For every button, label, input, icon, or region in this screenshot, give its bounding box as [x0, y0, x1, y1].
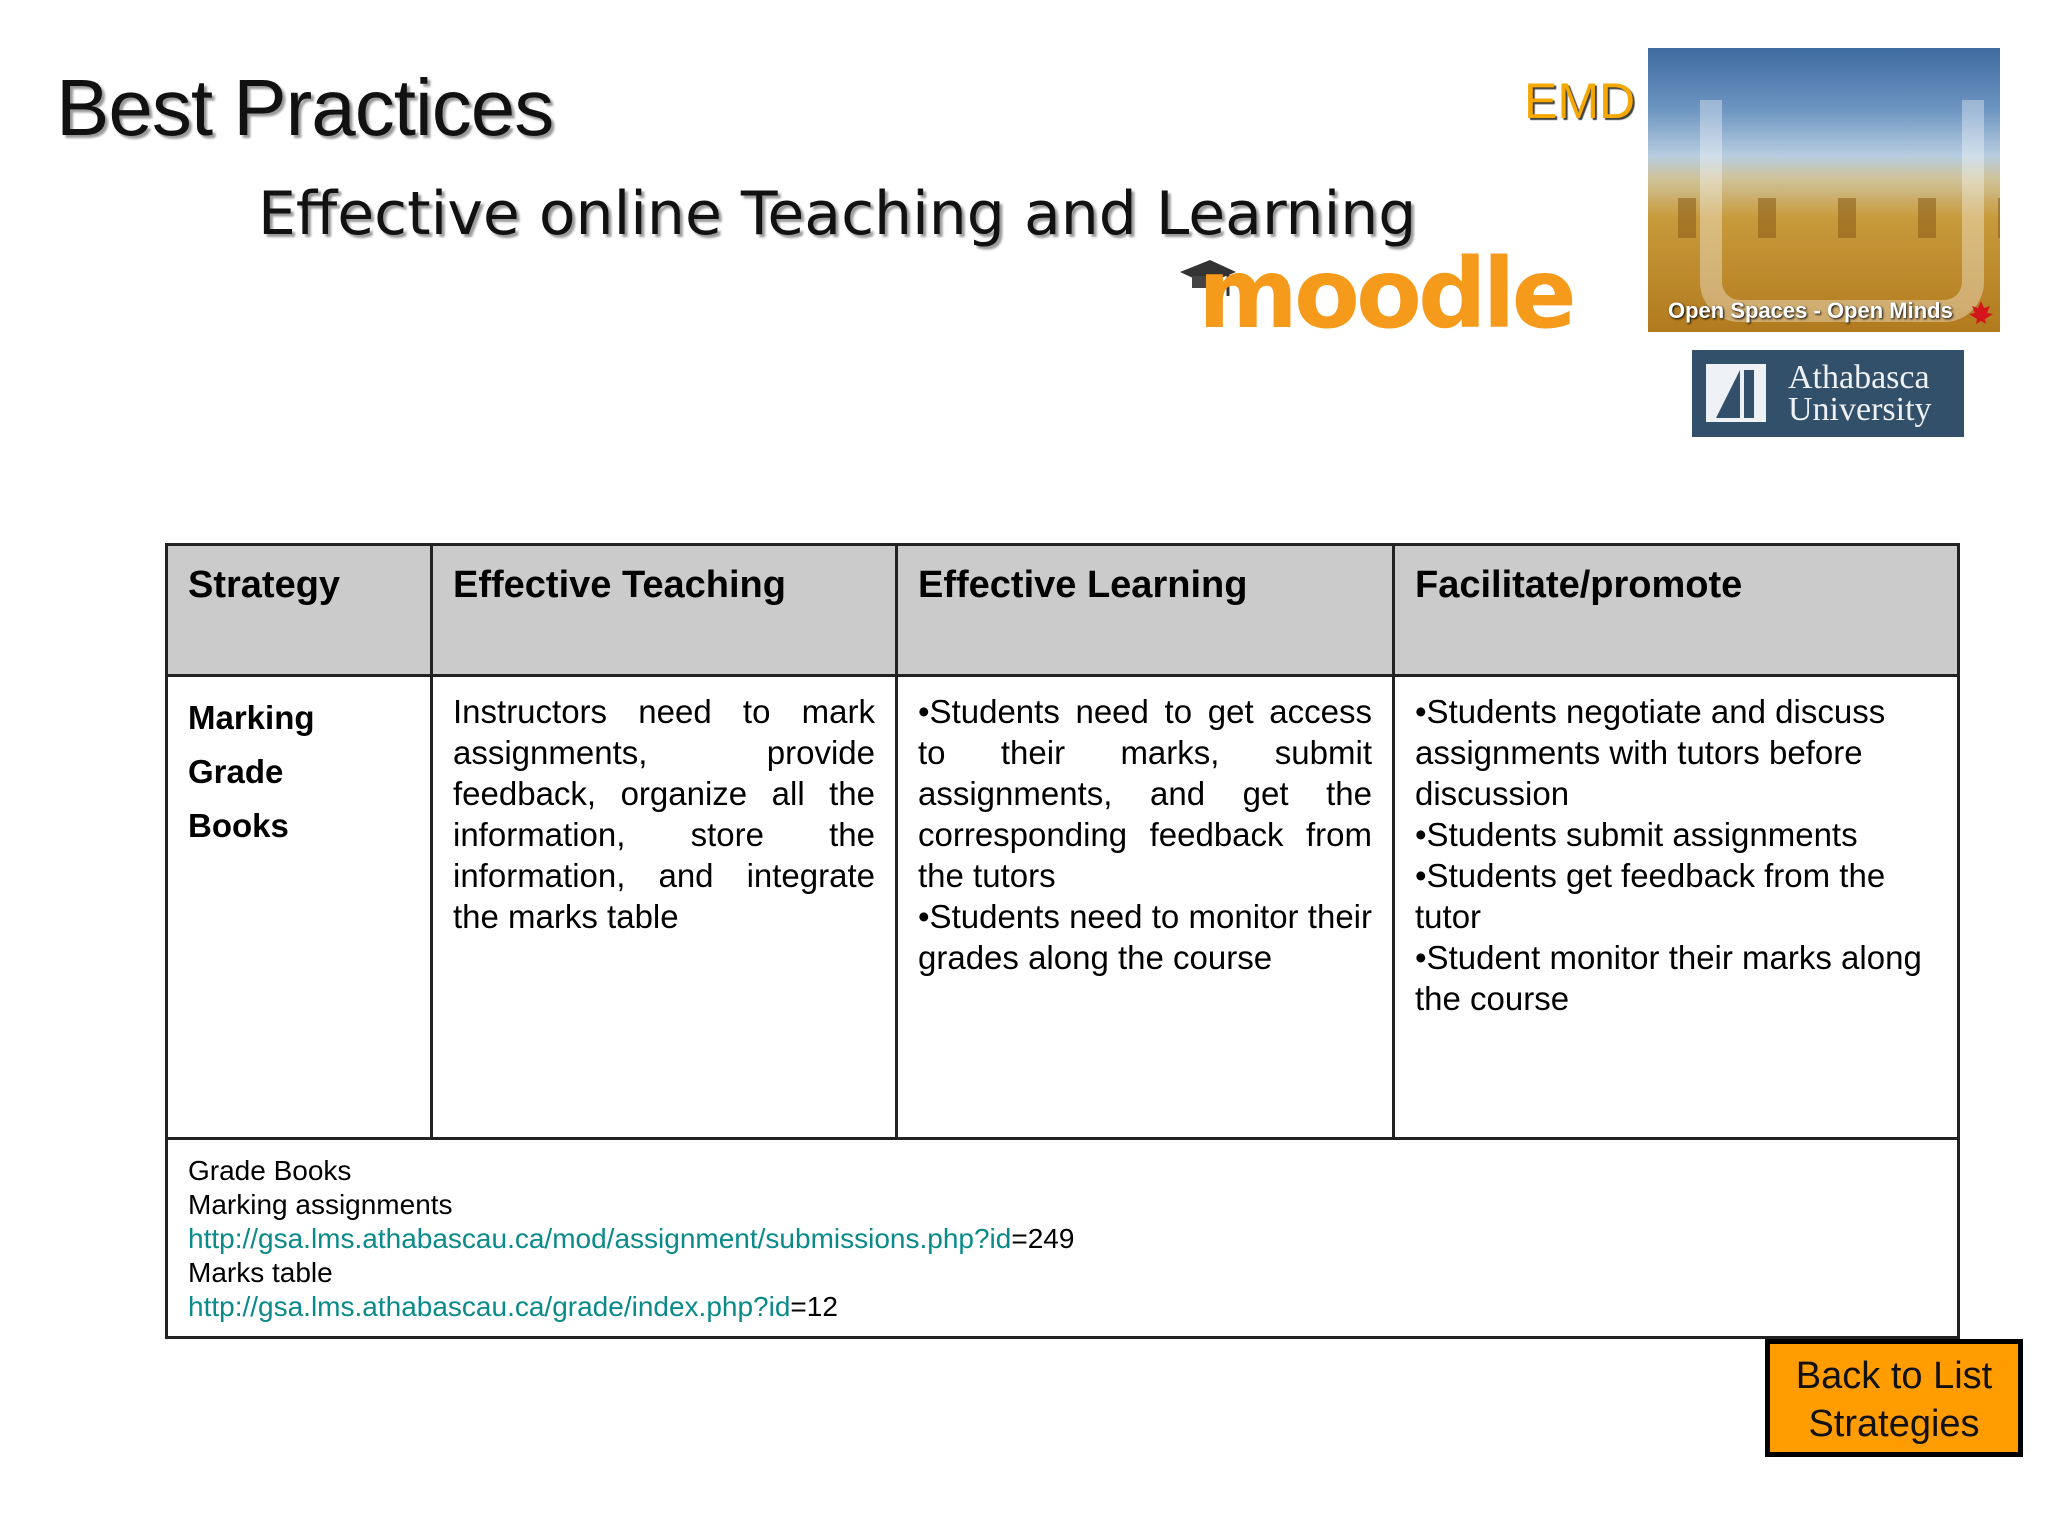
banner-caption: Open Spaces - Open Minds — [1668, 298, 1953, 323]
link-suffix: =12 — [790, 1291, 838, 1322]
facilitate-bullet: •Students negotiate and discuss assignments with tutors before discussion — [1415, 693, 1886, 812]
teaching-cell: Instructors need to mark assignments, provide feedback, organize all the information, store the information, and integrate the marks table — [432, 676, 897, 1139]
learning-cell — [897, 676, 1394, 1139]
athabasca-mark-icon — [1706, 364, 1766, 422]
strategy-table — [165, 543, 1960, 1339]
maple-leaf-icon — [1968, 300, 1994, 326]
submissions-link[interactable]: http://gsa.lms.athabascau.ca/mod/assignment/submissions.php?id — [188, 1223, 1012, 1254]
table-footer-row — [167, 1139, 1959, 1338]
footer-link-line — [188, 1290, 1937, 1324]
moodle-wordmark: moodle — [1198, 238, 1573, 350]
footer-text: Marks table — [188, 1257, 333, 1288]
column-header: Effective Learning — [897, 545, 1394, 676]
university-name-line: Athabasca — [1788, 359, 1930, 396]
table-header-row — [167, 545, 1959, 676]
learning-bullet: •Students need to get access to their marks, submit assignments, and get the corresponding feedback from the tutors — [918, 693, 1372, 894]
footer-cell — [167, 1139, 1959, 1338]
facilitate-bullet: •Students get feedback from the tutor — [1415, 857, 1886, 935]
back-to-list-button[interactable] — [1765, 1339, 2023, 1457]
strategy-line: Books — [188, 807, 289, 844]
page-subtitle: Effective online Teaching and Learning — [258, 179, 1417, 249]
page-title: Best Practices — [56, 63, 554, 152]
university-name — [1788, 359, 1932, 428]
emd-label: EMD — [1524, 73, 1636, 129]
university-name-line: University — [1788, 391, 1932, 428]
strategy-line: Marking — [188, 699, 315, 736]
back-button-line: Strategies — [1808, 1403, 1980, 1445]
link-suffix: =249 — [1011, 1223, 1075, 1254]
strategy-line: Grade — [188, 753, 284, 790]
column-header: Effective Teaching — [432, 545, 897, 676]
athabasca-university-logo — [1692, 350, 1964, 437]
column-header: Facilitate/promote — [1394, 545, 1959, 676]
facilitate-bullet: •Student monitor their marks along the course — [1415, 939, 1922, 1017]
grade-index-link[interactable]: http://gsa.lms.athabascau.ca/grade/index.php?id — [188, 1291, 791, 1322]
facilitate-cell — [1394, 676, 1959, 1139]
column-header: Strategy — [167, 545, 432, 676]
moodle-logo — [1176, 238, 1573, 356]
strategy-cell — [167, 676, 432, 1139]
learning-bullet: •Students need to monitor their grades along the course — [918, 898, 1372, 976]
footer-text: Grade Books — [188, 1155, 352, 1186]
footer-link-line — [188, 1222, 1937, 1256]
hay-bales — [1648, 198, 2000, 238]
facilitate-bullet: •Students submit assignments — [1415, 816, 1858, 853]
footer-text: Marking assignments — [188, 1189, 453, 1220]
back-button-line: Back to List — [1795, 1355, 1993, 1397]
table-row — [167, 676, 1959, 1139]
open-spaces-banner — [1648, 48, 2000, 332]
